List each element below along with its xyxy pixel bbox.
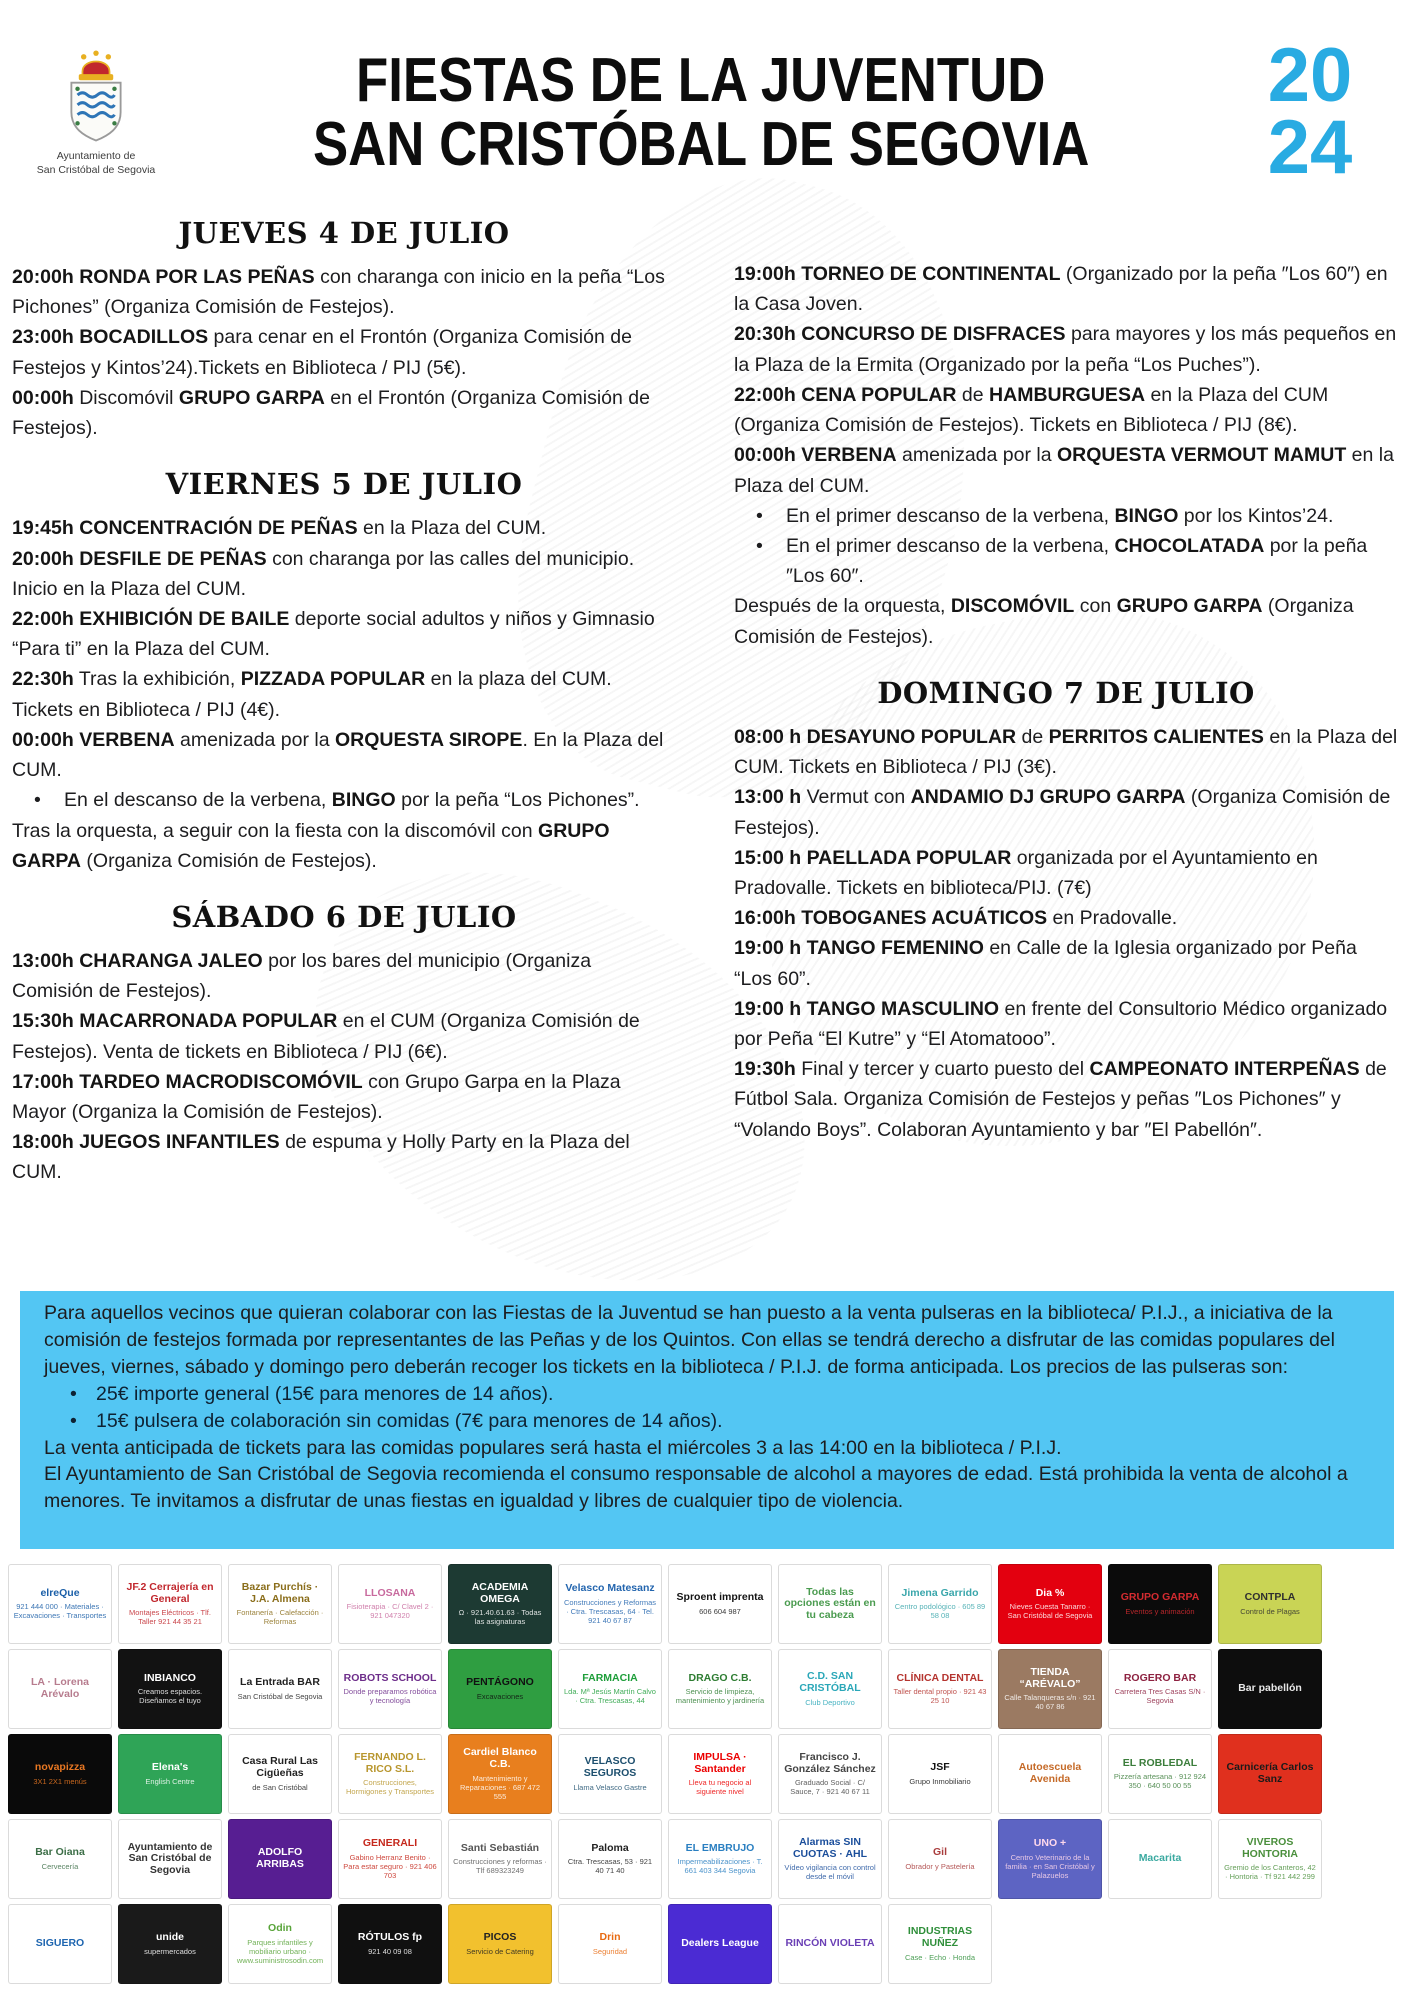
sponsor-grid — [6, 1560, 1408, 1996]
bullet-icon: • — [756, 504, 763, 527]
sponsor-name: ACADEMIA OMEGA — [471, 1580, 529, 1605]
program-line: Para aquellos vecinos que quieran colaborar con las Fiestas de la Juventud se han puesto a la venta pulseras en la biblioteca/ P.I.J., a iniciativa de la comisión de festejos formada por representantes de las Peñas y de los Quintos. Con ellas se tendrá derecho a disfrutar de las comidas populares del jueves, viernes, sábado y domingo pero deberán recoger los tickets en la biblioteca / P.I.J. de forma anticipada. Los precios de las pulseras son: — [44, 1302, 1335, 1378]
sponsor-detail: Fontanería · Calefacción · Reformas — [236, 1608, 324, 1627]
sponsor-name: FERNANDO L. RICO S.L. — [354, 1750, 426, 1775]
coat-of-arms-icon — [55, 47, 137, 143]
sponsor-name: PENTÁGONO — [466, 1676, 534, 1689]
sponsor-logo — [1108, 1734, 1212, 1814]
sponsor-logo — [118, 1649, 222, 1729]
sponsor-name: PICOS — [483, 1931, 517, 1944]
sponsor-detail: Construcciones, Hormigones y Transportes — [346, 1778, 434, 1797]
program-line: 18:00h JUEGOS INFANTILES de espuma y Holly Party en la Plaza del CUM. — [12, 1131, 630, 1184]
sponsor-detail: Parques infantiles y mobiliario urbano · www.suministrosodin.com — [236, 1937, 324, 1965]
year-badge — [1240, 32, 1380, 190]
sponsor-logo — [1218, 1734, 1322, 1814]
program-line: 20:00h DESFILE DE PEÑAS con charanga por las calles del municipio. Inicio en la Plaza del CUM. — [12, 547, 635, 600]
sponsor-name: EL EMBRUJO — [685, 1841, 755, 1854]
bullet-text: En el primer descanso de la verbena, BINGO por los Kintos’24. — [786, 504, 1334, 527]
sponsor-detail: Centro podológico · 605 89 58 08 — [894, 1602, 986, 1621]
sponsor-logo — [1108, 1649, 1212, 1729]
sponsor-name: C.D. SAN CRISTÓBAL — [799, 1670, 861, 1694]
sponsor-detail: Gabino Herranz Benito · Para estar seguro · 921 406 703 — [343, 1852, 437, 1880]
sponsor-logo — [998, 1564, 1102, 1644]
sponsor-detail: Ω · 921.40.61.63 · Todas las asignaturas — [458, 1608, 542, 1627]
sponsor-logo — [998, 1649, 1102, 1729]
sponsor-name: GRUPO GARPA — [1120, 1591, 1200, 1604]
sponsor-detail: Construcciones y reformas · Tlf 689323249 — [453, 1857, 547, 1876]
sponsor-name: Alarmas SIN CUOTAS · AHL — [792, 1835, 868, 1860]
sponsor-logo — [668, 1649, 772, 1729]
sponsor-detail: Montajes Eléctricos · Tlf. Taller 921 44 35 21 — [129, 1608, 211, 1627]
sponsor-logo — [778, 1819, 882, 1899]
day-heading: VIERNES 5 DE JULIO — [165, 467, 523, 502]
sponsor-logo — [338, 1564, 442, 1644]
sponsor-name: UNO + — [1033, 1837, 1067, 1850]
program-line: 20:30h CONCURSO DE DISFRACES para mayores y los más pequeños en la Plaza de la Ermita (Organizado por la peña “Los Puches”). — [734, 323, 1397, 376]
year-top: 20 — [1267, 32, 1353, 118]
sponsor-detail: Seguridad — [592, 1946, 628, 1956]
sponsor-name: JSF — [930, 1761, 950, 1774]
sponsor-name: Bar Oiana — [35, 1846, 85, 1859]
sponsor-detail: Control de Plagas — [1240, 1606, 1300, 1616]
program-line: 19:00 h TANGO MASCULINO en frente del Consultorio Médico organizado por Peña “El Kutre” y “El Atomatooo”. — [734, 997, 1388, 1051]
sponsor-detail: San Cristóbal de Segovia — [237, 1691, 323, 1701]
program-line: 13:00 h Vermut con ANDAMIO DJ GRUPO GARPA (Organiza Comisión de Festejos). — [734, 786, 1391, 839]
sponsor-logo — [118, 1904, 222, 1984]
sponsor-name: ROGERO BAR — [1123, 1671, 1197, 1684]
sponsor-name: Odin — [268, 1922, 292, 1935]
sponsor-name: Cardiel Blanco C.B. — [463, 1746, 537, 1770]
sponsor-detail: 3X1 2X1 menús — [33, 1776, 87, 1786]
bullet-text: En el primer descanso de la verbena, CHOCOLATADA por la peña ″Los 60″. — [786, 534, 1368, 588]
sponsor-name: Todas las opciones están en tu cabeza — [784, 1585, 876, 1621]
bullet-icon: • — [756, 534, 763, 557]
sponsor-detail: Nieves Cuesta Tanarro · San Cristóbal de Segovia — [1007, 1602, 1093, 1621]
sponsor-logo — [448, 1819, 552, 1899]
title-line-1: FIESTAS DE LA JUVENTUD — [356, 45, 1046, 115]
sponsor-name: Francisco J. González Sánchez — [784, 1750, 876, 1775]
program-line: El Ayuntamiento de San Cristóbal de Segovia recomienda el consumo responsable de alcohol a mayores de edad. Está prohibida la venta de alcohol a menores. Te invitamos a disfrutar de unas fiestas en igualdad y libres de cualquier tipo de violencia. — [44, 1463, 1348, 1513]
sponsor-detail: Creamos espacios. Diseñamos el tuyo — [137, 1687, 203, 1706]
town-crest — [30, 47, 162, 176]
sponsor-logo — [8, 1564, 112, 1644]
sponsor-detail: 921 444 000 · Materiales · Excavaciones · Transportes — [13, 1602, 107, 1621]
sponsor-logo — [668, 1819, 772, 1899]
sponsor-detail: Lda. Mª Jesús Martín Calvo · Ctra. Trescasas, 44 — [564, 1687, 656, 1706]
sponsor-logo — [448, 1564, 552, 1644]
program-line: 16:00h TOBOGANES ACUÁTICOS en Pradovalle. — [734, 907, 1178, 930]
sponsor-logo — [338, 1649, 442, 1729]
sponsor-logo — [118, 1564, 222, 1644]
program-right — [734, 212, 1398, 1288]
sponsor-detail: Grupo Inmobiliario — [909, 1776, 971, 1786]
sponsor-logo — [228, 1734, 332, 1814]
sponsor-detail: Servicio de limpieza, mantenimiento y jardinería — [675, 1687, 765, 1706]
sponsor-detail: Obrador y Pastelería — [905, 1861, 975, 1871]
sponsor-logo — [228, 1649, 332, 1729]
header — [30, 22, 1380, 202]
sponsor-name: elreQue — [40, 1586, 80, 1599]
sponsor-logo — [8, 1904, 112, 1984]
sponsor-name: Santi Sebastián — [460, 1841, 540, 1854]
sponsor-logo — [888, 1649, 992, 1729]
sponsor-logo — [448, 1734, 552, 1814]
bullet-text: En el descanso de la verbena, BINGO por la peña “Los Pichones”. — [64, 789, 640, 812]
sponsor-detail: Mantenimiento y Reparaciones · 687 472 555 — [459, 1773, 541, 1801]
program-line: Tras la orquesta, a seguir con la fiesta con la discomóvil con GRUPO GARPA (Organiza Comisión de Festejos). — [12, 819, 610, 872]
year-bottom: 24 — [1267, 105, 1353, 190]
sponsor-name: Jimena Garrido — [901, 1586, 979, 1599]
sponsor-detail: Eventos y animación — [1125, 1606, 1195, 1616]
sponsor-logo — [558, 1904, 662, 1984]
sponsor-logo — [228, 1564, 332, 1644]
program — [12, 212, 1398, 1288]
program-line: 08:00 h DESAYUNO POPULAR de PERRITOS CALIENTES en la Plaza del CUM. Tickets en Biblioteca / PIJ (3€). — [734, 725, 1398, 779]
program-bullet — [734, 531, 1398, 591]
sponsor-detail: Vídeo vigilancia con control desde el móvil — [784, 1863, 876, 1882]
sponsor-name: TIENDA “ARÉVALO” — [1019, 1665, 1081, 1690]
sponsor-logo — [1218, 1564, 1322, 1644]
sponsor-name: LLOSANA — [364, 1586, 416, 1599]
bullet-icon: • — [34, 789, 41, 812]
sponsor-detail: Taller dental propio · 921 43 25 10 — [893, 1687, 987, 1706]
sponsor-logo — [888, 1904, 992, 1984]
sponsor-detail: Centro Veterinario de la familia · en San Cristóbal y Palazuelos — [1005, 1852, 1095, 1880]
title-line-2: SAN CRISTÓBAL DE SEGOVIA — [312, 108, 1090, 179]
sponsor-name: FARMACIA — [582, 1671, 638, 1684]
day-heading: DOMINGO 7 DE JULIO — [877, 675, 1255, 710]
sponsor-name: ADOLFO ARRIBAS — [256, 1846, 304, 1870]
program-line: 13:00h CHARANGA JALEO por los bares del municipio (Organiza Comisión de Festejos). — [12, 949, 592, 1003]
sponsor-logo — [778, 1649, 882, 1729]
sponsor-logo — [8, 1819, 112, 1899]
sponsor-name: ROBOTS SCHOOL — [343, 1671, 437, 1684]
day-heading: SÁBADO 6 DE JULIO — [171, 899, 517, 934]
sponsor-name: CONTPLA — [1244, 1591, 1296, 1604]
sponsor-logo — [228, 1904, 332, 1984]
program-line: 22:30h Tras la exhibición, PIZZADA POPULAR en la plaza del CUM. Tickets en Biblioteca / PIJ (4€). — [12, 668, 612, 721]
sponsor-name: novapizza — [34, 1761, 86, 1774]
program-line: La venta anticipada de tickets para las comidas populares será hasta el miércoles 3 a las 14:00 en la biblioteca / P.I.J. — [44, 1436, 1062, 1459]
sponsor-logo — [888, 1564, 992, 1644]
sponsor-name: unide — [156, 1931, 184, 1944]
sponsor-name: Velasco Matesanz — [565, 1582, 655, 1595]
sponsor-detail: Excavaciones — [476, 1691, 524, 1701]
sponsor-detail: Graduado Social · C/ Sauce, 7 · 921 40 67 11 — [790, 1778, 870, 1797]
program-line: 19:45h CONCENTRACIÓN DE PEÑAS en la Plaza del CUM. — [12, 517, 547, 540]
sponsor-name: RÓTULOS fp — [357, 1931, 423, 1944]
sponsor-detail: Llama Velasco Gastre — [573, 1782, 647, 1792]
sponsor-detail: Case · Echo · Honda — [904, 1952, 976, 1962]
crest-caption-line2: San Cristóbal de Segovia — [36, 163, 156, 176]
sponsor-logo — [998, 1734, 1102, 1814]
program-line: 23:00h BOCADILLOS para cenar en el Frontón (Organiza Comisión de Festejos y Kintos’24).Tickets en Biblioteca / PIJ (5€). — [12, 326, 632, 379]
bullet-icon: • — [70, 1409, 77, 1432]
sponsor-name: VELASCO SEGUROS — [583, 1755, 637, 1779]
sponsor-name: La Entrada BAR — [240, 1676, 320, 1689]
sponsor-logo — [558, 1819, 662, 1899]
sponsor-detail: Club Deportivo — [805, 1697, 855, 1707]
sponsor-name: RINCÓN VIOLETA — [785, 1937, 875, 1950]
program-line: 20:00h RONDA POR LAS PEÑAS con charanga con inicio en la peña “Los Pichones” (Organiza Comisión de Festejos). — [12, 266, 665, 319]
sponsor-name: INDUSTRIAS NUÑEZ — [907, 1925, 973, 1949]
program-line: 00:00h VERBENA amenizada por la ORQUESTA VERMOUT MAMUT en la Plaza del CUM. — [734, 444, 1394, 497]
program-line: 17:00h TARDEO MACRODISCOMÓVIL con Grupo Garpa en la Plaza Mayor (Organiza la Comisión de Festejos). — [12, 1070, 621, 1124]
sponsor-name: Gil — [932, 1846, 947, 1859]
program-line: 22:00h EXHIBICIÓN DE BAILE deporte social adultos y niños y Gimnasio “Para ti” en la Plaza del CUM. — [12, 607, 655, 661]
bullet-text: 25€ importe general (15€ para menores de 14 años). — [96, 1382, 554, 1405]
sponsor-name: DRAGO C.B. — [688, 1671, 752, 1684]
sponsor-detail: de San Cristóbal — [252, 1782, 308, 1792]
program-line: Después de la orquesta, DISCOMÓVIL con GRUPO GARPA (Organiza Comisión de Festejos). — [734, 595, 1354, 648]
sponsor-name: CLÍNICA DENTAL — [896, 1671, 984, 1684]
program-bullet — [44, 1408, 1370, 1435]
sponsor-name: Drin — [599, 1931, 621, 1944]
sponsor-name: Casa Rural Las Cigüeñas — [242, 1755, 318, 1779]
sponsor-detail: Impermeabilizaciones · T. 661 403 344 Segovia — [677, 1857, 763, 1876]
sponsor-logo — [228, 1819, 332, 1899]
program-line: 15:30h MACARRONADA POPULAR en el CUM (Organiza Comisión de Festejos). Venta de tickets en Biblioteca / PIJ (6€). — [12, 1010, 640, 1063]
sponsor-logo — [118, 1819, 222, 1899]
sponsor-name: SIGUERO — [35, 1937, 85, 1950]
sponsor-logo — [8, 1649, 112, 1729]
sponsor-name: LA · Lorena Arévalo — [31, 1676, 89, 1700]
sponsor-logo — [448, 1904, 552, 1984]
sponsor-name: IMPULSA · Santander — [693, 1750, 747, 1775]
wristband-notice-box — [20, 1291, 1394, 1549]
bullet-icon: • — [70, 1382, 77, 1405]
sponsor-name: EL ROBLEDAL — [1122, 1756, 1198, 1769]
sponsor-name: GENERALI — [362, 1837, 418, 1850]
sponsor-detail: Donde preparamos robótica y tecnología — [343, 1687, 437, 1706]
program-left — [12, 212, 676, 1288]
program-line: 00:00h Discomóvil GRUPO GARPA en el Frontón (Organiza Comisión de Festejos). — [12, 386, 650, 440]
sponsor-name: INBIANCO — [144, 1671, 196, 1684]
crest-caption — [30, 150, 162, 176]
sponsor-name: Autoescuela Avenida — [1018, 1761, 1082, 1785]
sponsor-detail: 606 604 987 — [699, 1606, 741, 1616]
sponsor-logo — [668, 1734, 772, 1814]
sponsor-detail: 921 40 09 08 — [368, 1946, 412, 1956]
sponsor-logo — [1218, 1649, 1322, 1729]
sponsor-logo — [888, 1734, 992, 1814]
sponsor-name: JF.2 Cerrajería en General — [126, 1580, 214, 1605]
program-bullet — [12, 785, 676, 815]
sponsor-logo — [118, 1734, 222, 1814]
program-line: 19:00h TORNEO DE CONTINENTAL (Organizado por la peña ″Los 60″) en la Casa Joven. — [734, 263, 1388, 316]
sponsor-name: Sproent imprenta — [676, 1591, 764, 1604]
sponsor-name: Paloma — [591, 1841, 629, 1854]
sponsor-logo — [1108, 1564, 1212, 1644]
sponsor-logo — [888, 1819, 992, 1899]
sponsor-logo — [338, 1819, 442, 1899]
sponsor-name: VIVEROS HONTORIA — [1242, 1835, 1298, 1860]
sponsor-logo — [8, 1734, 112, 1814]
sponsor-logo — [558, 1734, 662, 1814]
sponsor-logo — [558, 1564, 662, 1644]
program-line: 15:00 h PAELLADA POPULAR organizada por el Ayuntamiento en Pradovalle. Tickets en biblioteca/PIJ. (7€) — [734, 846, 1318, 899]
sponsor-name: Ayuntamiento de San Cristóbal de Segovia — [127, 1840, 213, 1876]
poster-title — [162, 45, 1240, 179]
sponsor-logo — [998, 1819, 1102, 1899]
sponsor-name: Bazar Purchís · J.A. Almena — [241, 1580, 319, 1605]
sponsor-logo — [448, 1649, 552, 1729]
sponsor-detail: Gremio de los Canteros, 42 · Hontoria · Tf 921 442 299 — [1224, 1863, 1316, 1882]
sponsor-logo — [778, 1564, 882, 1644]
sponsor-logo — [338, 1904, 442, 1984]
sponsor-logo — [778, 1904, 882, 1984]
bullet-text: 15€ pulsera de colaboración sin comidas (7€ para menores de 14 años). — [96, 1409, 723, 1432]
sponsor-detail: English Centre — [145, 1776, 195, 1786]
sponsor-detail: Carretera Tres Casas S/N · Segovia — [1114, 1687, 1206, 1706]
sponsor-detail: supermercados — [144, 1946, 196, 1956]
program-bullet — [734, 501, 1398, 531]
sponsor-detail: Fisioterapia · C/ Clavel 2 · 921 047320 — [346, 1602, 434, 1621]
sponsor-detail: Pizzería artesana · 912 924 350 · 640 50 00 55 — [1113, 1772, 1207, 1791]
sponsor-logo — [668, 1904, 772, 1984]
sponsor-name: Elena's — [151, 1761, 189, 1774]
sponsor-detail: Construcciones y Reformas · Ctra. Trescasas, 64 · Tel. 921 40 67 87 — [563, 1597, 657, 1625]
sponsor-detail: Ctra. Trescasas, 53 · 921 40 71 40 — [567, 1857, 653, 1876]
sponsor-detail: Lleva tu negocio al siguiente nivel — [688, 1778, 752, 1797]
sponsor-name: Dealers League — [681, 1937, 759, 1950]
sponsor-detail: Calle Talanqueras s/n · 921 40 67 86 — [1004, 1693, 1096, 1712]
program-bullet — [44, 1381, 1370, 1408]
sponsor-logo — [1108, 1819, 1212, 1899]
sponsor-logo — [778, 1734, 882, 1814]
program-line: 00:00h VERBENA amenizada por la ORQUESTA SIROPE. En la Plaza del CUM. — [12, 728, 664, 782]
day-heading: JUEVES 4 DE JULIO — [178, 216, 510, 250]
sponsor-name: Macarita — [1138, 1852, 1182, 1865]
sponsor-name: Bar pabellón — [1238, 1682, 1302, 1695]
sponsor-name: Carnicería Carlos Sanz — [1226, 1761, 1314, 1785]
sponsor-detail: Cervecería — [41, 1861, 79, 1871]
crest-caption-line1: Ayuntamiento de — [56, 150, 136, 163]
sponsor-logo — [338, 1734, 442, 1814]
sponsor-name: Dia % — [1035, 1586, 1065, 1599]
sponsor-detail: Servicio de Catering — [466, 1946, 534, 1956]
sponsor-logo — [558, 1649, 662, 1729]
program-line: 22:00h CENA POPULAR de HAMBURGUESA en la Plaza del CUM (Organiza Comisión de Festejos). Tickets en Biblioteca / PIJ (8€). — [734, 383, 1329, 437]
sponsor-logo — [1218, 1819, 1322, 1899]
sponsor-logo — [668, 1564, 772, 1644]
program-line: 19:30h Final y tercer y cuarto puesto del CAMPEONATO INTERPEÑAS de Fútbol Sala. Organiza Comisión de Festejos y peñas ″Los Pichones″ y “Volando Boys”. Colaboran Ayuntamiento y bar ″El Pabellón″. — [734, 1058, 1387, 1141]
program-line: 19:00 h TANGO FEMENINO en Calle de la Iglesia organizado por Peña “Los 60”. — [734, 937, 1357, 990]
